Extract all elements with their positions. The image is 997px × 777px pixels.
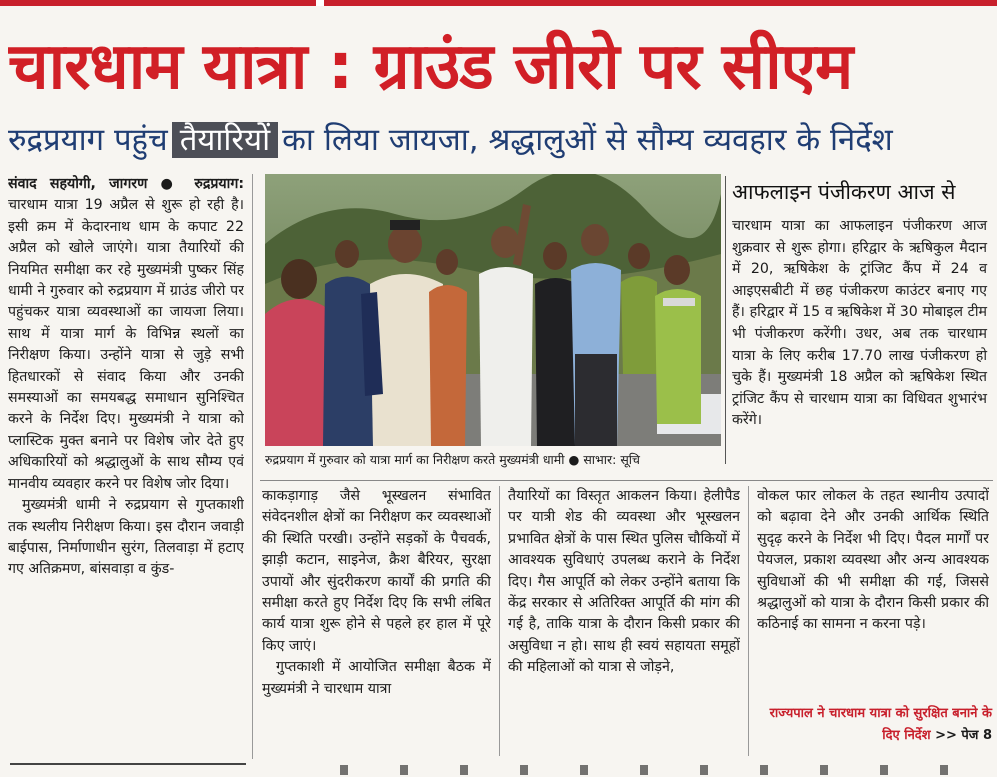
article-column-1 <box>8 174 244 756</box>
column-rule-3 <box>748 486 749 756</box>
teaser-text: राज्यपाल ने चारधाम यात्रा को सुरक्षित बनाने के दिए निर्देश <box>769 706 992 743</box>
col3-para-1: तैयारियों का विस्तृत आकलन किया। हेलीपैड पर यात्री शेड की व्यवस्था और भूस्खलन प्रभावित क्षेत्रों के पास स्थित पुलिस चौकियों में आवश्यक सुविधाएं उपलब्ध कराने के निर्देश दिए। गैस आपूर्ति को लेकर उन्होंने बताया कि केंद्र सरकार से अतिरिक्त आपूर्ति की मांग की गई है, ताकि यात्रा के दौरान किसी प्रकार की असुविधा न हो। साथ ही स्वयं सहायता समूहों की महिलाओं को यात्रा से जोड़ने, <box>508 488 740 676</box>
col2-para-1: काकड़ागाड़ जैसे भूस्खलन संभावित संवेदनशील क्षेत्रों का निरीक्षण कर व्यवस्थाओं की स्थिति परखी। उन्होंने सड़कों के पैचवर्क, झाड़ी कटान, साइनेज, क्रैश बैरियर, सुरक्षा उपायों और सुंदरीकरण कार्यों की प्रगति की समीक्षा करते हुए निर्देश दिए कि सभी लंबित कार्य यात्रा शुरू होने से पहले हर हाल में पूरे किए जाएं। <box>262 488 491 654</box>
news-photo <box>265 174 721 446</box>
article-column-3 <box>508 486 740 756</box>
subheadline-highlight: तैयारियों <box>172 122 278 158</box>
article-column-2 <box>262 486 491 756</box>
photo-caption: रुद्रप्रयाग में गुरुवार को यात्रा मार्ग का निरीक्षण करते मुख्यमंत्री धामी ● साभार: सूचि <box>265 452 640 467</box>
subheadline-before: रुद्रप्रयाग पहुंच <box>8 122 168 158</box>
top-rule <box>0 0 997 6</box>
top-rule-notch <box>316 0 324 6</box>
teaser-page-ref: >> पेज 8 <box>935 728 992 743</box>
col1-para-1: चारधाम यात्रा 19 अप्रैल से शुरू हो रही है। इसी क्रम में केदारनाथ धाम के कपाट 22 अप्रैल को खोले जाएंगे। यात्रा तैयारियों की नियमित समीक्षा कर रहे मुख्यमंत्री पुष्कर सिंह धामी ने गुरुवार को रुद्रप्रयाग में ग्राउंड जीरो पर पहुंचकर यात्रा व्यवस्थाओं का जायजा लिया। साथ में यात्रा मार्ग के विभिन्न स्थलों का निरीक्षण किया। उन्होंने यात्रा से जुड़े सभी हितधारकों से संवाद किया और उनकी समस्याओं का समयबद्ध समाधान सुनिश्चित करने के निर्देश दिए। मुख्यमंत्री ने यात्रा को प्लास्टिक मुक्त बनाने पर विशेष जोर देते हुए अधिकारियों को श्रद्धालुओं के साथ सौम्य एवं मानवीय व्यवहार करने पर विशेष जोर दिया। <box>8 197 244 492</box>
sidebar-title: आफलाइन पंजीकरण आज से <box>732 180 956 204</box>
col1-para-2: मुख्यमंत्री धामी ने रुद्रप्रयाग से गुप्तकाशी तक स्थलीय निरीक्षण किया। इस दौरान जवाड़ी बाईपास, निर्माणाधीन सुरंग, तिलवाड़ा में हटाए गए अतिक्रमण, बांसवाड़ा व कुंड- <box>8 497 244 578</box>
next-article-peek <box>340 765 990 775</box>
sidebar-body: चारधाम यात्रा का आफलाइन पंजीकरण आज शुक्रवार से शुरू होगा। हरिद्वार के ऋषिकुल मैदान में 20, ऋषिकेश के ट्रांजिट कैंप में 24 व आइएसबीटी में छह पंजीकरण काउंटर बनाए गए हैं। हरिद्वार में 15 व ऋषिकेश में 30 मोबाइल टीम भी पंजीकरण करेंगी। उधर, अब तक चारधाम यात्रा के लिए करीब 17.70 लाख पंजीकरण हो चुके हैं। मुख्यमंत्री 18 अप्रैल को ऋषिकेश स्थित ट्रांजिट कैंप से चारधाम यात्रा का विधिवत शुभारंभ करेंगे। <box>732 218 987 429</box>
photo-bottom-rule <box>260 480 993 481</box>
byline: संवाद सहयोगी, जागरण ● रुद्रप्रयाग: <box>8 176 244 192</box>
photo-cm-inspection-illustration <box>265 174 721 446</box>
column-rule-1 <box>252 174 253 759</box>
subheadline-after: का लिया जायजा, श्रद्धालुओं से सौम्य व्यवहार के निर्देश <box>282 122 893 158</box>
headline: चारधाम यात्रा : ग्राउंड जीरो पर सीएम <box>8 30 853 104</box>
subheadline <box>8 116 993 164</box>
related-story-teaser[interactable] <box>760 703 992 753</box>
column-rule-2 <box>499 486 500 756</box>
col2-para-2: गुप्तकाशी में आयोजित समीक्षा बैठक में मुख्यमंत्री ने चारधाम यात्रा <box>262 659 491 697</box>
col4-para-1: वोकल फार लोकल के तहत स्थानीय उत्पादों को बढ़ावा देने और उनकी आर्थिक स्थिति सुदृढ़ करने के निर्देश भी दिए। पैदल मार्गों पर पेयजल, प्रकाश व्यवस्था और अन्य आवश्यक सुविधाओं की भी समीक्षा की गई, जिससे श्रद्धालुओं को यात्रा के दौरान किसी प्रकार की कठिनाई का सामना न करना पड़े। <box>757 488 989 633</box>
article-column-4 <box>757 486 989 700</box>
sidebar-offline-registration <box>725 176 987 464</box>
